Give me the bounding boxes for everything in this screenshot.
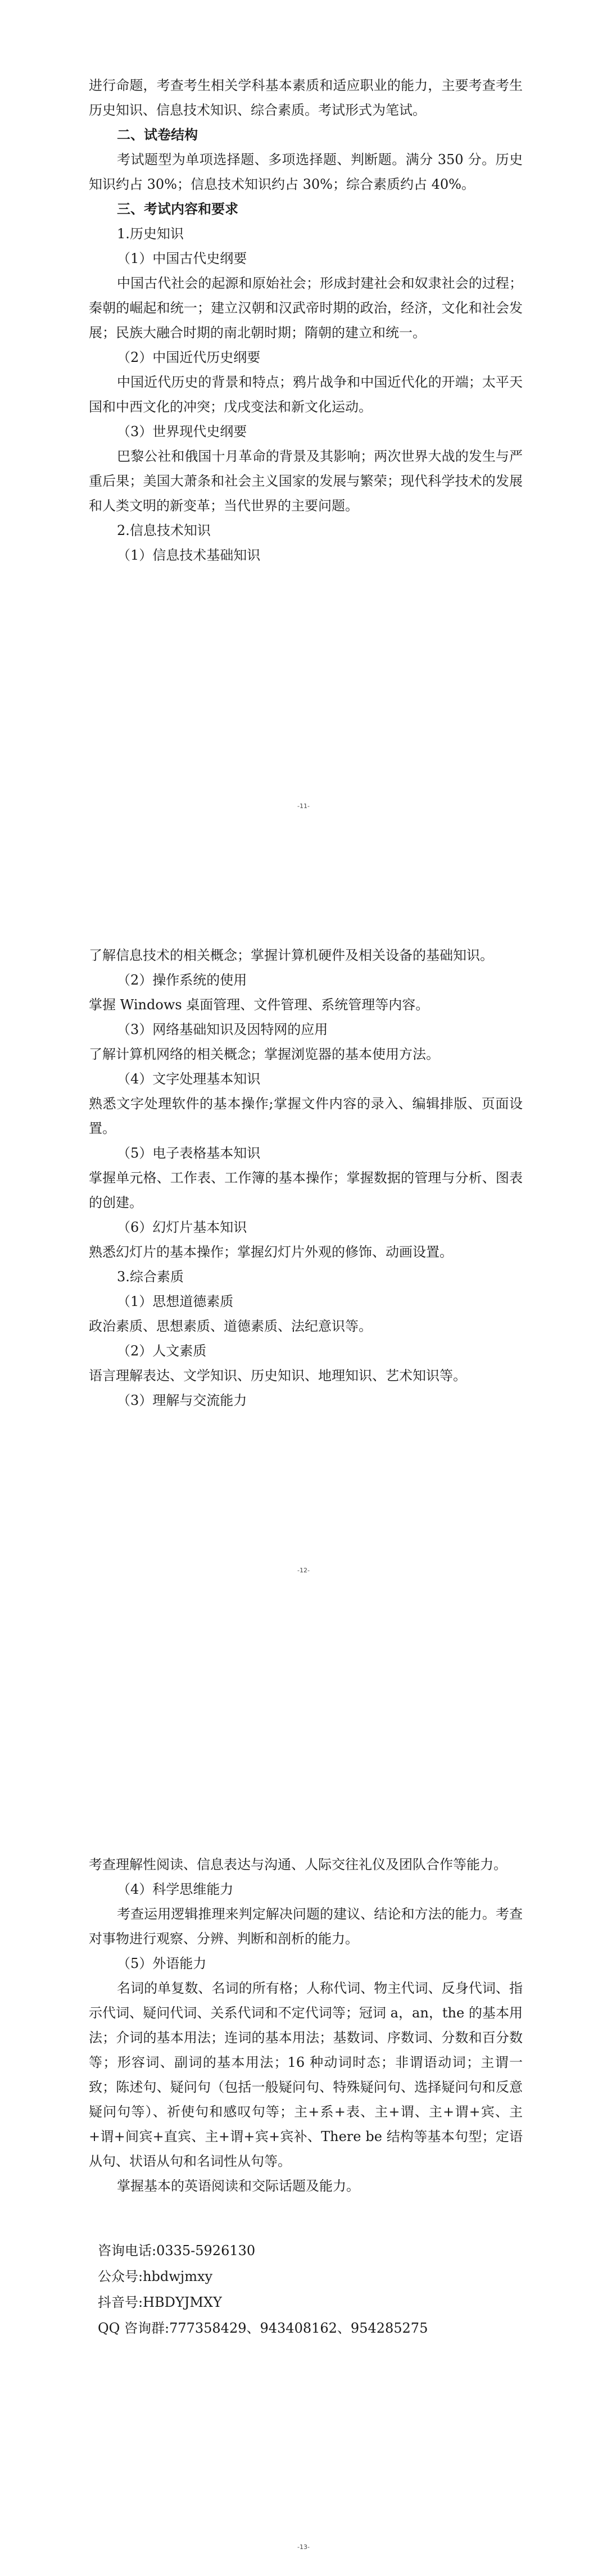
paragraph-paper-structure: 考试题型为单项选择题、多项选择题、判断题。满分 350 分。历史知识约占 30%；信息技术知识约占 30%；综合素质约占 40%。 — [89, 152, 523, 192]
contact-phone: 咨询电话:0335-5926130 — [98, 2243, 256, 2258]
paragraph-foreign-language: 名词的单复数、名词的所有格；人称代词、物主代词、反身代词、指示代词、疑问代词、关系代词和不定代词等；冠词 a，an，the 的基本用法；介词的基本用法；连词的基本用法；基数词、序数词、分数和百分数等；形容词、副词的基本用法；16 种动词时态；非谓语动词；主谓一致；陈述句、疑问句（包括一般疑问句、特殊疑问句、选择疑问句和反意疑问句等）、祈使句和感叹句等；主+系+表、主+谓、主+谓+宾、主+谓+间宾+直宾、主+谓+宾+宾补、There be 结构等基本句型；定语从句、状语从句和名词性从句等。 — [89, 1980, 523, 2169]
item-heading-modern-history: （2）中国近代历史纲要 — [117, 350, 261, 365]
paragraph-communication: 考查理解性阅读、信息表达与沟通、人际交往礼仪及团队合作等能力。 — [89, 1857, 507, 1872]
paragraph-spreadsheet: 掌握单元格、工作表、工作簿的基本操作；掌握数据的管理与分析、图表的创建。 — [89, 1170, 523, 1210]
section-heading-content-requirements: 三、考试内容和要求 — [117, 201, 238, 217]
document-page-11 — [0, 0, 607, 859]
contact-douyin: 抖音号:HBDYJMXY — [98, 2294, 222, 2310]
item-heading-moral-quality: （1）思想道德素质 — [117, 1294, 234, 1309]
item-heading-word-processing: （4）文字处理基本知识 — [117, 1071, 261, 1087]
page-number: -11- — [297, 802, 310, 810]
page-body — [89, 73, 523, 568]
item-heading-communication: （3）理解与交流能力 — [117, 1393, 247, 1408]
contact-qq: QQ 咨询群:777358429、943408162、954285275 — [98, 2320, 428, 2336]
item-heading-scientific-thinking: （4）科学思维能力 — [117, 1881, 234, 1897]
paragraph-ancient-history: 中国古代社会的起源和原始社会；形成封建社会和奴隶社会的过程；秦朝的崛起和统一；建立汉朝和汉武帝时期的政治，经济，文化和社会发展；民族大融合时期的南北朝时期；隋朝的建立和统一。 — [89, 275, 523, 341]
item-heading-it-basics: （1）信息技术基础知识 — [117, 547, 261, 563]
item-heading-world-history: （3）世界现代史纲要 — [117, 424, 247, 439]
paragraph-humanities: 语言理解表达、文学知识、历史知识、地理知识、艺术知识等。 — [89, 1368, 466, 1384]
paragraph-network: 了解计算机网络的相关概念；掌握浏览器的基本使用方法。 — [89, 1046, 440, 1062]
paragraph-moral-quality: 政治素质、思想素质、道德素质、法纪意识等。 — [89, 1318, 372, 1334]
paragraph-os: 掌握 Windows 桌面管理、文件管理、系统管理等内容。 — [89, 997, 429, 1013]
item-heading-slides: （6）幻灯片基本知识 — [117, 1219, 247, 1235]
paragraph-world-history: 巴黎公社和俄国十月革命的背景及其影响；两次世界大战的发生与严重后果；美国大萧条和社会主义国家的发展与繁荣；现代科学技术的发展和人类文明的新变革；当代世界的主要问题。 — [89, 448, 523, 514]
page-number: -13- — [297, 2543, 310, 2551]
paragraph-it-basics: 了解信息技术的相关概念；掌握计算机硬件及相关设备的基础知识。 — [89, 947, 493, 963]
item-heading-humanities: （2）人文素质 — [117, 1343, 207, 1359]
item-heading-foreign-language: （5）外语能力 — [117, 1956, 207, 1971]
contact-wechat: 公众号:hbdwjmxy — [98, 2269, 213, 2284]
item-heading-os: （2）操作系统的使用 — [117, 972, 247, 988]
item-heading-spreadsheet: （5）电子表格基本知识 — [117, 1145, 261, 1161]
paragraph-slides: 熟悉幻灯片的基本操作；掌握幻灯片外观的修饰、动画设置。 — [89, 1244, 453, 1260]
paragraph-intro: 进行命题，考查考生相关学科基本素质和适应职业的能力，主要考查考生历史知识、信息技术知识、综合素质。考试形式为笔试。 — [89, 78, 523, 118]
page-body — [89, 1852, 523, 2341]
subheading-general-quality: 3.综合素质 — [117, 1269, 184, 1285]
paragraph-modern-history: 中国近代历史的背景和特点；鸦片战争和中国近代化的开端；太平天国和中西文化的冲突；戊戌变法和新文化运动。 — [89, 374, 523, 415]
item-heading-network: （3）网络基础知识及因特网的应用 — [117, 1022, 328, 1037]
document-page-12 — [0, 859, 607, 1717]
subheading-history: 1.历史知识 — [117, 226, 184, 242]
contact-block — [89, 2238, 523, 2341]
item-heading-ancient-history: （1）中国古代史纲要 — [117, 251, 247, 266]
paragraph-english-ability: 掌握基本的英语阅读和交际话题及能力。 — [117, 2178, 360, 2194]
page-number: -12- — [297, 1567, 310, 1574]
subheading-it: 2.信息技术知识 — [117, 523, 211, 538]
section-heading-paper-structure: 二、试卷结构 — [117, 126, 198, 143]
document-page-13 — [0, 1717, 607, 2576]
paragraph-word-processing: 熟悉文字处理软件的基本操作;掌握文件内容的录入、编辑排版、页面设置。 — [89, 1096, 523, 1136]
paragraph-scientific-thinking: 考查运用逻辑推理来判定解决问题的建议、结论和方法的能力。考查对事物进行观察、分辨、判断和剖析的能力。 — [89, 1906, 523, 1947]
page-body — [89, 943, 523, 1413]
